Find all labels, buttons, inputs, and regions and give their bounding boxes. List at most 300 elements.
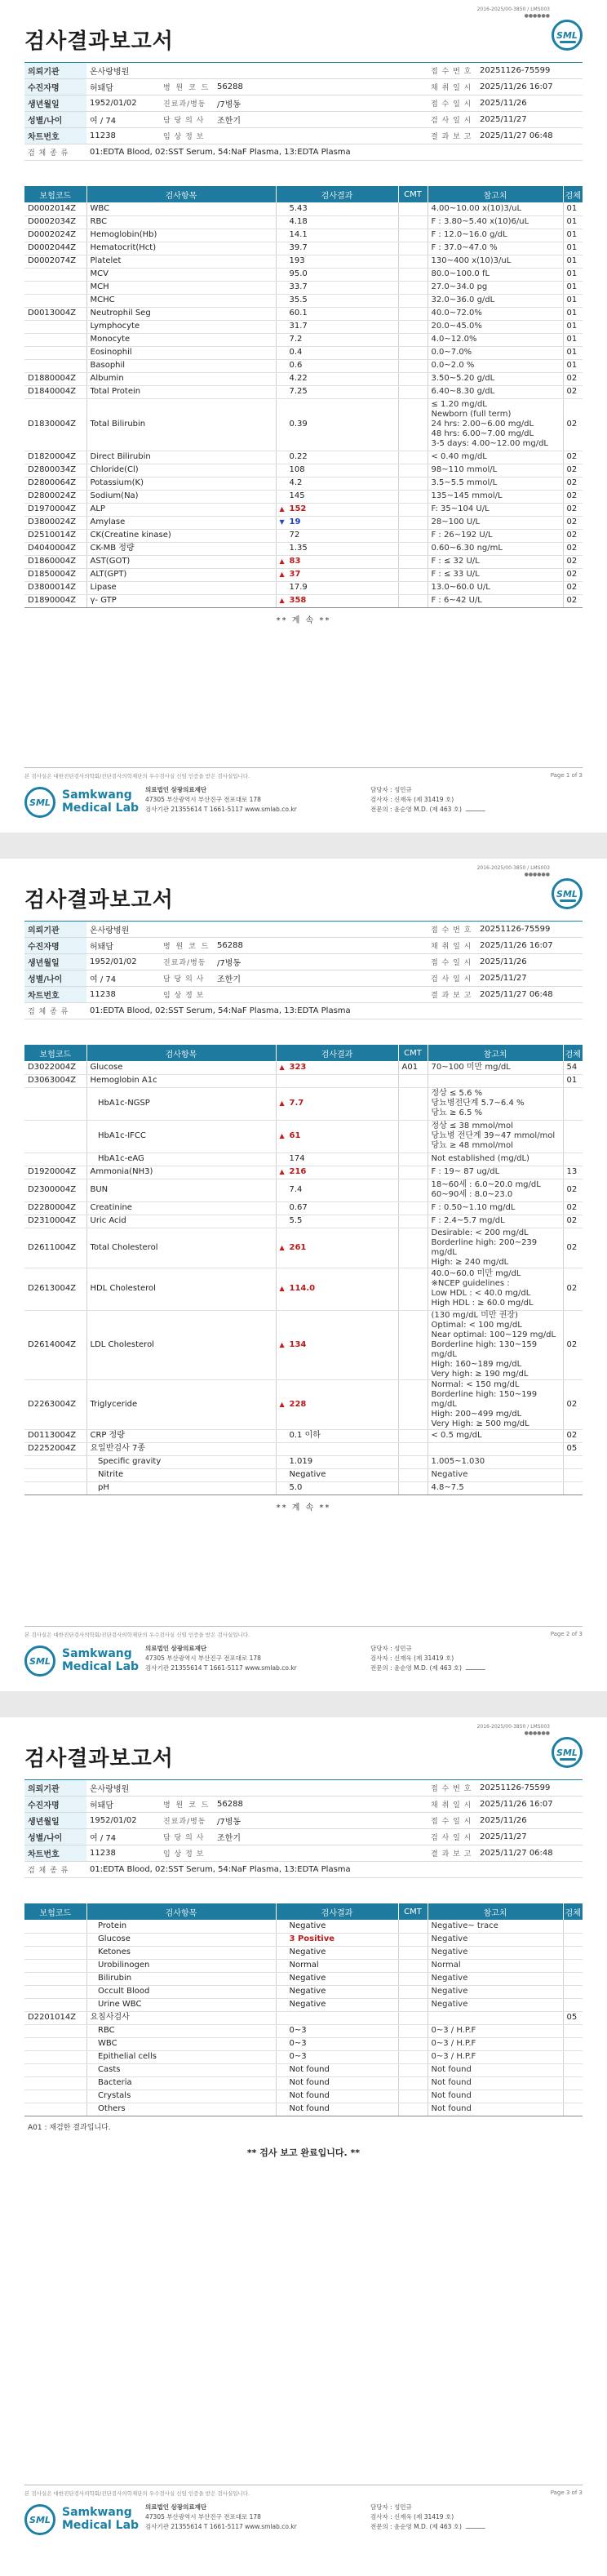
- insurance-code: [24, 1946, 86, 1959]
- reference-range: 20.0~45.0%: [428, 320, 563, 333]
- test-name: Basophil: [86, 359, 276, 372]
- insurance-code: [24, 2050, 86, 2063]
- test-name: Albumin: [86, 372, 276, 385]
- comment-code: [398, 1153, 428, 1166]
- value-sex-age: 여 / 74: [86, 970, 160, 987]
- reference-range: F : 3.80~5.40 x(10)6/uL: [428, 215, 563, 229]
- result-value: 5.43: [289, 203, 308, 213]
- label-collect: 채 취 일 시: [428, 79, 476, 95]
- reference-range: Negative: [428, 1946, 563, 1959]
- result-cell: [276, 1166, 398, 1179]
- value-doctor: 조한기: [214, 970, 428, 987]
- comment-code: [398, 451, 428, 464]
- insurance-code: [24, 1985, 86, 1998]
- comment-code: [398, 555, 428, 568]
- result-cell: [276, 529, 398, 542]
- insurance-code: [24, 1087, 86, 1120]
- reference-range: 40.0~72.0%: [428, 307, 563, 320]
- value-report: 2025/11/27 06:48: [476, 128, 583, 144]
- test-name: Urobilinogen: [86, 1959, 276, 1972]
- reference-range: Negative: [428, 1972, 563, 1985]
- high-flag-icon: ▲: [279, 1340, 285, 1348]
- result-value: 7.2: [289, 335, 303, 344]
- report-complete-text: ** 검사 보고 완료입니다. **: [246, 2147, 361, 2158]
- reference-range: 4.0~12.0%: [428, 333, 563, 346]
- insurance-code: D0002034Z: [24, 215, 86, 229]
- label-sex-age: 성별/나이: [24, 1829, 86, 1845]
- sml-logo-circle: SML: [24, 1646, 55, 1677]
- result-value: Not found: [289, 2078, 330, 2087]
- comment-code: [398, 2063, 428, 2076]
- specimen-code: 13: [563, 1166, 583, 1179]
- value-recv-no: 20251126-75599: [476, 63, 583, 79]
- org-address: [145, 785, 297, 815]
- table-row: [24, 1429, 583, 1442]
- table-row: [24, 1201, 583, 1215]
- label-collect: 채 취 일 시: [428, 1797, 476, 1813]
- test-name: ALP: [86, 503, 276, 516]
- column-header: CMT: [398, 1903, 428, 1920]
- specimen-code: [563, 1946, 583, 1959]
- specimen-code: 02: [563, 1215, 583, 1228]
- test-name: LDL Cholesterol: [86, 1310, 276, 1379]
- sign-staff: 담당자 : 성민규: [370, 2503, 412, 2511]
- value-recv-no: 20251126-75599: [476, 1780, 583, 1797]
- brand-line-2: Medical Lab: [62, 1660, 140, 1673]
- reference-range: Negative: [428, 1933, 563, 1946]
- reference-range: F: 35~104 U/L: [428, 503, 563, 516]
- brand-line-1: Samkwang: [62, 788, 132, 802]
- comment-code: [398, 490, 428, 503]
- result-value: 0.6: [289, 361, 303, 370]
- insurance-code: [24, 1920, 86, 1933]
- result-value: Normal: [289, 1961, 319, 1970]
- column-header: CMT: [398, 186, 428, 202]
- insurance-code: D1860004Z: [24, 555, 86, 568]
- comment-code: [398, 1998, 428, 2011]
- sign-tester: 검사자 : 신재욱 (제 31419 호): [370, 796, 454, 803]
- result-cell: [276, 1074, 398, 1087]
- value-doctor: 조한기: [214, 112, 428, 128]
- test-name: BUN: [86, 1179, 276, 1201]
- result-value: 0~3: [289, 2039, 307, 2048]
- high-flag-icon: ▲: [279, 505, 285, 513]
- table-row: [24, 202, 583, 215]
- column-header: 보험코드: [24, 1903, 86, 1920]
- org-phone: 검사기관 21355614 T 1661-5117 www.smlab.co.kr: [145, 1664, 297, 1672]
- label-report: 결 과 보 고: [428, 128, 476, 144]
- value-recv-no: 20251126-75599: [476, 922, 583, 938]
- specimen-code: [563, 1481, 583, 1495]
- table-row: [24, 1153, 583, 1166]
- comment-code: [398, 568, 428, 581]
- label-birth: 생년월일: [24, 954, 86, 970]
- table-row: [24, 281, 583, 294]
- label-dept: 진료과/병동: [160, 954, 214, 970]
- result-value: 3 Positive: [289, 1934, 335, 1943]
- reference-range: 135~145 mmol/L: [428, 490, 563, 503]
- sign-staff: 담당자 : 성민규: [370, 786, 412, 793]
- result-value: 145: [289, 491, 305, 500]
- value-dept: /7병동: [214, 95, 428, 112]
- report-title: 검사결과보고서: [24, 29, 174, 54]
- test-name: Urine WBC: [86, 1998, 276, 2011]
- result-value: 0.4: [289, 348, 303, 357]
- specimen-code: 02: [563, 594, 583, 607]
- table-row: [24, 1120, 583, 1153]
- patient-info-table: [24, 921, 583, 1019]
- label-test-date: 검 사 일 시: [428, 970, 476, 987]
- specimen-code: [563, 1998, 583, 2011]
- table-row: [24, 333, 583, 346]
- label-clinical: 임 상 정 보: [160, 1845, 214, 1862]
- insurance-code: [24, 2037, 86, 2050]
- sml-logo: [552, 20, 583, 51]
- result-value: 0.1 이하: [289, 1431, 321, 1440]
- column-header: 검체: [563, 1903, 583, 1920]
- test-name: Occult Blood: [86, 1985, 276, 1998]
- sign-tester: 검사자 : 신재욱 (제 31419 호): [370, 1654, 454, 1662]
- result-cell: [276, 1087, 398, 1120]
- value-recv-date: 2025/11/26: [476, 954, 583, 970]
- insurance-code: [24, 346, 86, 359]
- insurance-code: [24, 1120, 86, 1153]
- label-test-date: 검 사 일 시: [428, 1829, 476, 1845]
- column-header: CMT: [398, 1045, 428, 1061]
- label-test-date: 검 사 일 시: [428, 112, 476, 128]
- sign-staff: 담당자 : 성민규: [370, 1645, 412, 1652]
- result-value: 261: [289, 1242, 307, 1252]
- table-row: [24, 307, 583, 320]
- result-value: Not found: [289, 2104, 330, 2113]
- result-cell: [276, 477, 398, 490]
- page-number: Page 3 of 3: [550, 2489, 583, 2496]
- brand-name: [62, 788, 139, 815]
- comment-code: [398, 1120, 428, 1153]
- result-value: 14.1: [289, 230, 308, 239]
- insurance-code: D0002074Z: [24, 255, 86, 268]
- reference-range: [428, 1074, 563, 1087]
- comment-code: [398, 1379, 428, 1429]
- column-header: 참고치: [428, 186, 563, 202]
- insurance-code: [24, 2024, 86, 2037]
- insurance-code: D1820004Z: [24, 451, 86, 464]
- label-birth: 생년월일: [24, 1813, 86, 1829]
- table-row: [24, 1455, 583, 1468]
- result-cell: [276, 2037, 398, 2050]
- signature-mark: [466, 1663, 488, 1670]
- result-value: Negative: [289, 1948, 326, 1956]
- insurance-code: D2800064Z: [24, 477, 86, 490]
- comment-code: A01: [398, 1061, 428, 1074]
- label-hosp-code: 병 원 코 드: [160, 79, 214, 95]
- test-name: Uric Acid: [86, 1215, 276, 1228]
- comment-code: [398, 202, 428, 215]
- insurance-code: D3022004Z: [24, 1061, 86, 1074]
- result-cell: [276, 542, 398, 555]
- table-row: [24, 1228, 583, 1268]
- value-test-date: 2025/11/27: [476, 970, 583, 987]
- value-specimen: 01:EDTA Blood, 02:SST Serum, 54:NaF Plasma, 13:EDTA Plasma: [86, 1003, 583, 1019]
- label-dept: 진료과/병동: [160, 1813, 214, 1829]
- result-cell: [276, 1201, 398, 1215]
- result-value: 60.1: [289, 309, 308, 318]
- insurance-code: D2280004Z: [24, 1201, 86, 1215]
- specimen-code: 02: [563, 398, 583, 451]
- reference-range: F : 6~42 U/L: [428, 594, 563, 607]
- test-name: 요침사검사: [86, 2011, 276, 2024]
- reference-range: 13.0~60.0 U/L: [428, 581, 563, 594]
- test-name: Total Cholesterol: [86, 1228, 276, 1268]
- test-name: HbA1c-IFCC: [86, 1120, 276, 1153]
- test-name: WBC: [86, 2037, 276, 2050]
- reference-range: Negative: [428, 1985, 563, 1998]
- label-recv-date: 접 수 일 시: [428, 954, 476, 970]
- specimen-code: [563, 1933, 583, 1946]
- specimen-code: 02: [563, 372, 583, 385]
- comment-code: [398, 1455, 428, 1468]
- test-name: CRP 정량: [86, 1429, 276, 1442]
- reference-range: (130 mg/dL 미만 권장) Optimal: < 100 mg/dL Near optimal: 100~129 mg/dL Borderline high: 130~159 mg/dL High: 160~189 mg/dL Very high: ≥ 190 mg/dL: [428, 1310, 563, 1379]
- result-cell: [276, 1468, 398, 1481]
- comment-code: [398, 1985, 428, 1998]
- table-row: [24, 2050, 583, 2063]
- result-value: 0~3: [289, 2052, 307, 2061]
- label-recv-no: 접 수 번 호: [428, 63, 476, 79]
- comment-code: [398, 1201, 428, 1215]
- result-cell: [276, 1379, 398, 1429]
- insurance-code: D2611004Z: [24, 1228, 86, 1268]
- label-report: 결 과 보 고: [428, 987, 476, 1003]
- high-flag-icon: ▲: [279, 1168, 285, 1175]
- reference-range: Negative~ trace: [428, 1920, 563, 1933]
- reference-range: ≤ 1.20 mg/dL Newborn (full term) 24 hrs: 2.00~6.00 mg/dL 48 hrs: 6.00~7.00 mg/dL 3-5 days: 4.00~12.00 mg/dL: [428, 398, 563, 451]
- label-specimen: 검 체 종 류: [24, 144, 86, 161]
- label-doctor: 담 당 의 사: [160, 1829, 214, 1845]
- reference-range: F : 19~ 87 ug/dL: [428, 1166, 563, 1179]
- brand-line-2: Medical Lab: [62, 802, 140, 815]
- comment-code: [398, 1920, 428, 1933]
- table-row: [24, 555, 583, 568]
- org-address: [145, 2503, 297, 2532]
- specimen-code: 02: [563, 581, 583, 594]
- value-test-date: 2025/11/27: [476, 1829, 583, 1845]
- result-cell: [276, 503, 398, 516]
- accreditation-note: 본 검사실은 대한진단검사의학회/진단검사의학재단의 우수검사실 신임 인증을 받은 검사실입니다.: [24, 1632, 250, 1638]
- org-name: 의료법인 삼광의료재단: [145, 786, 207, 793]
- specimen-code: 01: [563, 1074, 583, 1087]
- test-name: γ- GTP: [86, 594, 276, 607]
- result-cell: [276, 281, 398, 294]
- specimen-code: 02: [563, 1228, 583, 1268]
- result-cell: [276, 1946, 398, 1959]
- result-value: 1.019: [289, 1457, 313, 1466]
- reference-range: Normal: < 150 mg/dL Borderline high: 150~199 mg/dL High: 200~499 mg/dL Very High: ≥ 500 mg/dL: [428, 1379, 563, 1429]
- test-name: Specific gravity: [86, 1455, 276, 1468]
- footer-divider: [24, 1626, 583, 1627]
- label-hosp-code: 병 원 코 드: [160, 1797, 214, 1813]
- label-doctor: 담 당 의 사: [160, 970, 214, 987]
- insurance-code: D2300004Z: [24, 1179, 86, 1201]
- test-name: Creatinine: [86, 1201, 276, 1215]
- test-name: pH: [86, 1481, 276, 1495]
- result-cell: [276, 1998, 398, 2011]
- comment-code: [398, 1268, 428, 1310]
- result-cell: [276, 451, 398, 464]
- column-header: 검사항목: [86, 186, 276, 202]
- report-header: [24, 865, 583, 917]
- result-cell: [276, 1153, 398, 1166]
- footer-logo: [24, 784, 155, 821]
- continued-marker: ** 계 속 **: [276, 1503, 331, 1512]
- result-cell: [276, 464, 398, 477]
- insurance-code: D0013004Z: [24, 307, 86, 320]
- high-flag-icon: ▲: [279, 557, 285, 565]
- result-value: 174: [289, 1154, 305, 1163]
- specimen-code: 02: [563, 1310, 583, 1379]
- label-hosp-code: 병 원 코 드: [160, 938, 214, 954]
- table-row: [24, 1481, 583, 1495]
- test-name: Triglyceride: [86, 1379, 276, 1429]
- org-address: [145, 1644, 297, 1673]
- reference-range: < 0.5 mg/dL: [428, 1429, 563, 1442]
- high-flag-icon: ▲: [279, 597, 285, 604]
- result-cell: [276, 2076, 398, 2090]
- result-value: 37: [289, 570, 301, 579]
- reference-range: 1.005~1.030: [428, 1455, 563, 1468]
- specimen-code: 01: [563, 215, 583, 229]
- table-row: [24, 2090, 583, 2103]
- test-name: HDL Cholesterol: [86, 1268, 276, 1310]
- table-row: [24, 2011, 583, 2024]
- result-cell: [276, 294, 398, 307]
- report-page-2: [0, 859, 607, 1691]
- value-clinical: [214, 987, 428, 1003]
- value-clinical: [214, 1845, 428, 1862]
- specimen-code: 01: [563, 268, 583, 281]
- continued-marker: ** 계 속 **: [276, 616, 331, 625]
- brand-line-1: Samkwang: [62, 1647, 132, 1660]
- comment-code: [398, 1933, 428, 1946]
- comment-code: [398, 1481, 428, 1495]
- column-header: 검사항목: [86, 1903, 276, 1920]
- result-cell: [276, 2103, 398, 2116]
- insurance-code: D2252004Z: [24, 1442, 86, 1455]
- insurance-code: D2201014Z: [24, 2011, 86, 2024]
- insurance-code: D3800014Z: [24, 581, 86, 594]
- label-report: 결 과 보 고: [428, 1845, 476, 1862]
- specimen-code: 01: [563, 359, 583, 372]
- comment-code: [398, 294, 428, 307]
- column-header: 검체: [563, 1045, 583, 1061]
- table-row: [24, 398, 583, 451]
- result-value: 0~3: [289, 2026, 307, 2035]
- report-page-3: [0, 1717, 607, 2550]
- document-code: 2016-2025/00-3850 / LMS003 ●●●●●●: [476, 865, 550, 877]
- comment-code: [398, 346, 428, 359]
- table-row: [24, 215, 583, 229]
- label-sex-age: 성별/나이: [24, 970, 86, 987]
- reference-range: F : ≤ 33 U/L: [428, 568, 563, 581]
- result-value: 17.9: [289, 583, 308, 592]
- test-name: Neutrophil Seg: [86, 307, 276, 320]
- specimen-code: 01: [563, 229, 583, 242]
- table-row: [24, 503, 583, 516]
- table-row: [24, 1468, 583, 1481]
- reference-range: 0~3 / H.P.F: [428, 2050, 563, 2063]
- document-code: 2016-2025/00-3850 / LMS003 ●●●●●●: [476, 1724, 550, 1736]
- comment-code: [398, 398, 428, 451]
- comment-code: [398, 581, 428, 594]
- report-page-1: [0, 0, 607, 833]
- specimen-code: 02: [563, 555, 583, 568]
- insurance-code: D1920004Z: [24, 1166, 86, 1179]
- result-value: 35.5: [289, 295, 308, 304]
- result-value: Not found: [289, 2091, 330, 2100]
- column-header: 참고치: [428, 1045, 563, 1061]
- sml-logo-text: SML: [556, 888, 578, 899]
- insurance-code: D2800034Z: [24, 464, 86, 477]
- table-row: [24, 372, 583, 385]
- insurance-code: D2613004Z: [24, 1268, 86, 1310]
- table-row: [24, 477, 583, 490]
- result-value: 1.35: [289, 544, 308, 553]
- insurance-code: D0113004Z: [24, 1429, 86, 1442]
- insurance-code: D4040004Z: [24, 542, 86, 555]
- page-gap: [0, 1691, 607, 1717]
- table-row: [24, 1061, 583, 1074]
- comment-code: [398, 320, 428, 333]
- result-cell: [276, 2050, 398, 2063]
- value-birth: 1952/01/02: [86, 95, 160, 112]
- comment-code: [398, 2011, 428, 2024]
- result-value: Negative: [289, 2000, 326, 2009]
- result-cell: [276, 594, 398, 607]
- report-title: 검사결과보고서: [24, 888, 174, 913]
- test-name: Crystals: [86, 2090, 276, 2103]
- result-cell: [276, 1061, 398, 1074]
- insurance-code: D1880004Z: [24, 372, 86, 385]
- table-row: [24, 385, 583, 398]
- reference-range: 80.0~100.0 fL: [428, 268, 563, 281]
- specimen-code: [563, 2090, 583, 2103]
- label-specimen: 검 체 종 류: [24, 1003, 86, 1019]
- comment-code: [398, 1215, 428, 1228]
- result-value: 95.0: [289, 269, 308, 278]
- result-cell: [276, 1429, 398, 1442]
- value-patient: 허돼담: [86, 79, 160, 95]
- label-org: 의뢰기관: [24, 922, 86, 938]
- comment-code: [398, 1228, 428, 1268]
- test-name: HbA1c-NGSP: [86, 1087, 276, 1120]
- value-sex-age: 여 / 74: [86, 1829, 160, 1845]
- insurance-code: [24, 281, 86, 294]
- result-cell: [276, 555, 398, 568]
- specimen-code: [563, 1972, 583, 1985]
- table-row: [24, 1920, 583, 1933]
- result-cell: [276, 333, 398, 346]
- specimen-code: [563, 2050, 583, 2063]
- test-name: HbA1c-eAG: [86, 1153, 276, 1166]
- result-value: 19: [289, 517, 301, 526]
- comment-code: [398, 372, 428, 385]
- test-name: ALT(GPT): [86, 568, 276, 581]
- reference-range: 정상 ≤ 38 mmol/mol 당뇨병 전단계 39~47 mmol/mol 당뇨 ≥ 48 mmol/mol: [428, 1120, 563, 1153]
- reference-range: [428, 1442, 563, 1455]
- insurance-code: [24, 1455, 86, 1468]
- table-row: [24, 1166, 583, 1179]
- test-name: Others: [86, 2103, 276, 2116]
